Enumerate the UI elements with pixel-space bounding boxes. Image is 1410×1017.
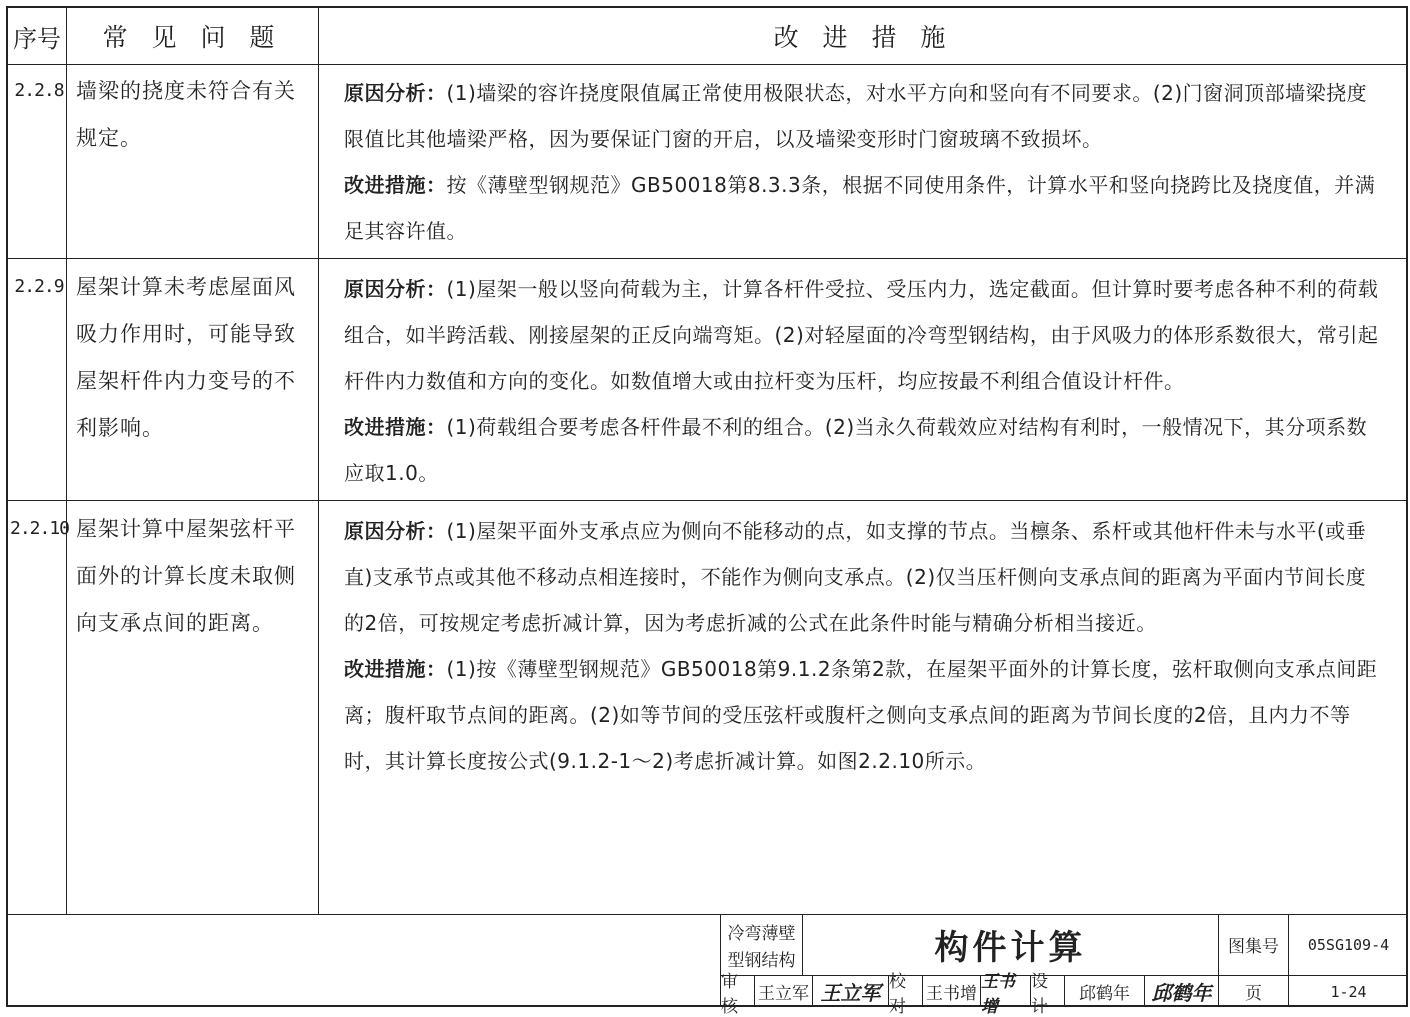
measure-text: 按《薄壁型钢规范》GB50018第8.3.3条，根据不同使用条件，计算水平和竖向挠跨比及挠度值，并满足其容许值。 — [344, 173, 1376, 243]
col-divider-2 — [318, 8, 319, 914]
measure-label: 改进措施： — [344, 173, 447, 197]
row-divider-1 — [8, 258, 1408, 259]
measure-text: (1)按《薄壁型钢规范》GB50018第9.1.2条第2款，在屋架平面外的计算长度，弦杆取侧向支承点间距离；腹杆取节点间的距离。(2)如等节间的受压弦杆或腹杆之侧向支承点间的距离为节间长度的2倍，且内力不等时，其计算长度按公式(9.1.2-1～2)考虑折减计算。如图2.2.10所示。 — [344, 657, 1378, 773]
header-no: 序号 — [13, 24, 61, 53]
header-bottom-line — [8, 64, 1408, 65]
row-number: 2.2.10 — [10, 518, 70, 539]
reviewer-name: 王立军 — [758, 984, 809, 1004]
measure-text: (1)荷载组合要考虑各杆件最不利的组合。(2)当永久荷载效应对结构有利时，一般情况下，其分项系数应取1.0。 — [344, 415, 1368, 485]
page-number: 1-24 — [1330, 982, 1367, 1001]
measure-label: 改进措施： — [344, 657, 447, 681]
row-number: 2.2.9 — [14, 276, 64, 297]
issue-text: 屋架计算未考虑屋面风吸力作用时，可能导致屋架杆件内力变号的不利影响。 — [76, 275, 296, 440]
atlas-number: 05SG109-4 — [1307, 935, 1390, 954]
analysis-label: 原因分析： — [344, 277, 447, 301]
review-label: 审核 — [721, 971, 738, 1017]
subject-line1: 冷弯薄壁 — [727, 923, 796, 944]
header-issue: 常 见 问 题 — [102, 23, 283, 52]
col-divider-1 — [66, 8, 67, 914]
analysis-label: 原因分析： — [344, 519, 447, 543]
atlas-label: 图集号 — [1228, 937, 1279, 957]
check-label: 校对 — [889, 971, 906, 1017]
designer-name: 邱鹤年 — [1079, 984, 1130, 1004]
analysis-text: (1)屋架平面外支承点应为侧向不能移动的点，如支撑的节点。当檩条、系杆或其他杆件未与水平(或垂直)支承节点或其他不移动点相连接时，不能作为侧向支承点。(2)仅当压杆侧向支承点间的距离为平面内节间长度的2倍，可按规定考虑折减计算，因为考虑折减的公式在此条件时能与精确分析相当接近。 — [344, 519, 1367, 635]
row-number: 2.2.8 — [14, 80, 64, 101]
measure-cell — [344, 508, 1384, 784]
analysis-label: 原因分析： — [344, 81, 447, 105]
drawing-sheet — [6, 6, 1408, 1017]
issue-text: 屋架计算中屋架弦杆平面外的计算长度未取侧向支承点间的距离。 — [76, 517, 296, 635]
measure-label: 改进措施： — [344, 415, 447, 439]
header-measure: 改 进 措 施 — [773, 23, 954, 52]
subject-line2: 型钢结构 — [727, 950, 796, 971]
page-label: 页 — [1245, 984, 1262, 1004]
measure-cell — [344, 266, 1384, 496]
analysis-text: (1)墙梁的容许挠度限值属正常使用极限状态，对水平方向和竖向有不同要求。(2)门窗洞顶部墙梁挠度限值比其他墙梁严格，因为要保证门窗的开启，以及墙梁变形时门窗玻璃不致损坏。 — [344, 81, 1368, 151]
designer-signature: 邱鹤年 — [1151, 981, 1212, 1005]
issue-text: 墙梁的挠度未符合有关规定。 — [76, 79, 296, 150]
row-divider-2 — [8, 500, 1408, 501]
checker-signature: 王书增 — [981, 971, 1015, 1017]
analysis-text: (1)屋架一般以竖向荷载为主，计算各杆件受拉、受压内力，选定截面。但计算时要考虑各种不利的荷载组合，如半跨活载、刚接屋架的正反向端弯矩。(2)对轻屋面的冷弯型钢结构，由于风吸力的体形系数很大，常引起杆件内力数值和方向的变化。如数值增大或由拉杆变为压杆，均应按最不利组合值设计杆件。 — [344, 277, 1379, 393]
reviewer-signature: 王立军 — [820, 981, 881, 1005]
design-label: 设计 — [1031, 971, 1048, 1017]
measure-cell — [344, 70, 1384, 254]
checker-name: 王书增 — [926, 984, 977, 1004]
sheet-title: 构件计算 — [934, 928, 1087, 968]
